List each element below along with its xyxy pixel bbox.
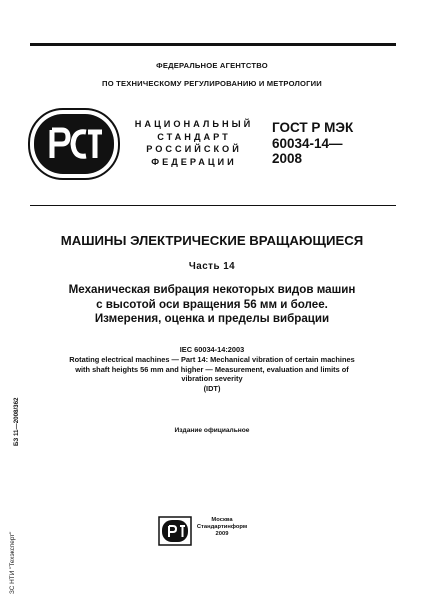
standard-number-line: ГОСТ Р МЭК [272,120,354,135]
subtitle-line: Механическая вибрация некоторых видов машин [68,283,356,296]
side-catalog-code: БЗ 11—2008/362 [13,397,20,446]
standard-number-line: 60034-14— [272,135,343,151]
publisher-imprint [194,517,250,539]
publisher-city: Москва [211,517,233,523]
subtitle-line: с высотой оси вращения 56 мм и более. [96,297,328,311]
english-title [18,355,406,393]
publisher-emblem [158,516,192,546]
agency-name-line2: ПО ТЕХНИЧЕСКОМУ РЕГУЛИРОВАНИЮ И МЕТРОЛОГИИ [102,79,322,88]
standard-number-line: 2008 [272,151,303,166]
standard-number [272,120,392,167]
document-title: МАШИНЫ ЭЛЕКТРИЧЕСКИЕ ВРАЩАЮЩИЕСЯ [60,233,364,248]
status-line: СТАНДАРТ [157,131,231,142]
publisher-name: Стандартинформ [196,524,248,531]
subtitle-line: Измерения, оценка и пределы вибрации [94,312,330,326]
russian-subtitle [20,283,404,327]
gost-r-emblem [28,108,120,180]
english-title-line: (IDT) [203,383,221,393]
english-title-line: with shaft heights 56 mm and higher — Measurement, evaluation and limits of [75,364,349,374]
middle-rule [30,205,396,206]
status-line: НАЦИОНАЛЬНЫЙ [134,119,254,129]
side-copyright: ЗС НТИ "Техэксперт" [9,531,16,594]
english-title-line: Rotating electrical machines — Part 14: Mechanical vibration of certain machines [69,355,355,364]
top-rule [30,43,396,46]
status-line: РОССИЙСКОЙ [146,144,242,154]
standard-status [124,118,264,168]
iec-reference: IEC 60034-14:2003 [179,345,245,354]
status-line: ФЕДЕРАЦИИ [151,156,237,167]
part-number: Часть 14 [188,261,236,272]
publisher-year: 2009 [215,531,229,538]
official-edition-note: Издание официальное [174,427,250,434]
english-title-line: vibration severity [181,374,243,384]
agency-name-line1: ФЕДЕРАЛЬНОЕ АГЕНТСТВО [156,61,268,70]
